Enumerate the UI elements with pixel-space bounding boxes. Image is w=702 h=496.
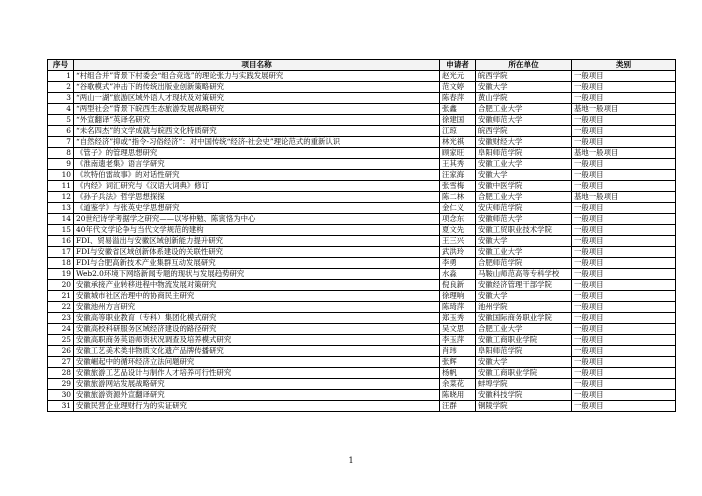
cell-title: 安徽旅游网站发展战略研究 (74, 379, 440, 390)
cell-applicant: 顾家旺 (440, 148, 476, 159)
cell-applicant: 陈二林 (440, 192, 476, 203)
cell-no: 22 (48, 302, 74, 313)
cell-unit: 安徽大学 (476, 357, 572, 368)
cell-applicant: 项念东 (440, 214, 476, 225)
cell-no: 10 (48, 170, 74, 181)
cell-category: 一般项目 (572, 280, 676, 291)
cell-applicant: 徐理响 (440, 291, 476, 302)
cell-applicant: 郑玉秀 (440, 313, 476, 324)
cell-unit: 安徽科技学院 (476, 390, 572, 401)
cell-unit: 合肥工业大学 (476, 192, 572, 203)
cell-applicant: 徐建国 (440, 115, 476, 126)
table-row (48, 225, 676, 236)
cell-title: 安徽民营企业理财行为的实证研究 (74, 401, 440, 412)
cell-category: 基地一般项目 (572, 192, 676, 203)
cell-no: 21 (48, 291, 74, 302)
cell-no: 15 (48, 225, 74, 236)
cell-category: 一般项目 (572, 379, 676, 390)
cell-applicant: 陈春萍 (440, 93, 476, 104)
table-row (48, 192, 676, 203)
table-row (48, 269, 676, 280)
cell-no: 18 (48, 258, 74, 269)
table-row (48, 390, 676, 401)
table-row (48, 335, 676, 346)
cell-category: 基地一般项目 (572, 104, 676, 115)
cell-title: “自然经济”抑或“指令-习俗经济”：对中国传统“经济-社会史”理论范式的重新认识 (74, 137, 440, 148)
cell-category: 一般项目 (572, 313, 676, 324)
cell-category: 一般项目 (572, 390, 676, 401)
header-no: 序号 (48, 60, 74, 71)
cell-title: 《道鉴学》与张英史学思想研究 (74, 203, 440, 214)
cell-title: “两型社会”背景下皖西生态旅游发展战略研究 (74, 104, 440, 115)
cell-applicant: 张雪梅 (440, 181, 476, 192)
cell-title: 《淮南遗老集》语言学研究 (74, 159, 440, 170)
cell-category: 一般项目 (572, 159, 676, 170)
table-body (48, 71, 676, 412)
table-row (48, 148, 676, 159)
cell-category: 一般项目 (572, 247, 676, 258)
table-row (48, 346, 676, 357)
cell-applicant: 吴文思 (440, 324, 476, 335)
cell-no: 16 (48, 236, 74, 247)
cell-category: 一般项目 (572, 291, 676, 302)
cell-applicant: 王三兴 (440, 236, 476, 247)
cell-title: FDI与安徽省区域创新体系建设的关联性研究 (74, 247, 440, 258)
table-row (48, 236, 676, 247)
cell-category: 一般项目 (572, 236, 676, 247)
cell-unit: 马鞍山师范高等专科学校 (476, 269, 572, 280)
cell-title: 安徽高校科研服务区域经济建设的路径研究 (74, 324, 440, 335)
cell-title: 40年代文学论争与当代文学规范的建构 (74, 225, 440, 236)
cell-applicant: 金仁义 (440, 203, 476, 214)
cell-applicant: 张辉 (440, 357, 476, 368)
cell-no: 30 (48, 390, 74, 401)
table-row (48, 280, 676, 291)
table-row (48, 126, 676, 137)
cell-title: 安徽城市社区治理中的协商民主研究 (74, 291, 440, 302)
cell-category: 一般项目 (572, 324, 676, 335)
cell-category: 一般项目 (572, 203, 676, 214)
cell-applicant: 余菜花 (440, 379, 476, 390)
table-row (48, 71, 676, 82)
cell-no: 7 (48, 137, 74, 148)
header-row (48, 60, 676, 71)
cell-no: 12 (48, 192, 74, 203)
cell-unit: 皖西学院 (476, 71, 572, 82)
cell-unit: 皖西学院 (476, 126, 572, 137)
table-row (48, 82, 676, 93)
table-row (48, 203, 676, 214)
cell-category: 一般项目 (572, 401, 676, 412)
cell-no: 27 (48, 357, 74, 368)
cell-no: 25 (48, 335, 74, 346)
cell-unit: 阜阳师范学院 (476, 346, 572, 357)
cell-unit: 安徽经济管理干部学院 (476, 280, 572, 291)
cell-applicant: 肖玮 (440, 346, 476, 357)
cell-no: 23 (48, 313, 74, 324)
cell-applicant: 武洪玲 (440, 247, 476, 258)
cell-no: 31 (48, 401, 74, 412)
cell-applicant: 倪良新 (440, 280, 476, 291)
cell-applicant: 赵光元 (440, 71, 476, 82)
cell-applicant: 江琼 (440, 126, 476, 137)
cell-no: 14 (48, 214, 74, 225)
project-table (47, 59, 676, 412)
page-number: 1 (348, 456, 354, 465)
cell-title: 安徽工艺美术类非物质文化遗产品牌传播研究 (74, 346, 440, 357)
cell-no: 5 (48, 115, 74, 126)
cell-no: 3 (48, 93, 74, 104)
cell-category: 基地一般项目 (572, 148, 676, 159)
cell-unit: 安徽工业大学 (476, 159, 572, 170)
table-row (48, 214, 676, 225)
table-row (48, 357, 676, 368)
cell-title: 安徽承接产业转移进程中物流发展对策研究 (74, 280, 440, 291)
cell-no: 6 (48, 126, 74, 137)
cell-category: 一般项目 (572, 357, 676, 368)
cell-category: 一般项目 (572, 368, 676, 379)
cell-unit: 铜陵学院 (476, 401, 572, 412)
cell-title: 安徽高职商务英语师资状况调查及培养模式研究 (74, 335, 440, 346)
cell-applicant: 张鑫 (440, 104, 476, 115)
cell-title: 安徽旅游资源外宣翻译研究 (74, 390, 440, 401)
cell-no: 1 (48, 71, 74, 82)
table-row (48, 115, 676, 126)
cell-unit: 安徽大学 (476, 82, 572, 93)
cell-category: 一般项目 (572, 346, 676, 357)
cell-title: “村组合并”背景下村委会“组合竞选”的理论张力与实践发展研究 (74, 71, 440, 82)
cell-title: 安徽崛起中的循环经济立法问题研究 (74, 357, 440, 368)
table-row (48, 247, 676, 258)
cell-no: 26 (48, 346, 74, 357)
cell-applicant: 范文婷 (440, 82, 476, 93)
cell-category: 一般项目 (572, 170, 676, 181)
table-row (48, 170, 676, 181)
table-row (48, 181, 676, 192)
cell-applicant: 李勇 (440, 258, 476, 269)
cell-title: Web2.0环境下网络新闻专题的现状与发展趋势研究 (74, 269, 440, 280)
cell-unit: 安徽大学 (476, 170, 572, 181)
cell-title: 安徽池州方言研究 (74, 302, 440, 313)
cell-no: 20 (48, 280, 74, 291)
cell-unit: 合肥工业大学 (476, 104, 572, 115)
cell-unit: 安徽工商职业学院 (476, 335, 572, 346)
cell-no: 4 (48, 104, 74, 115)
cell-applicant: 王其秀 (440, 159, 476, 170)
cell-title: “未名四杰”的文学成就与皖西文化特质研究 (74, 126, 440, 137)
cell-no: 19 (48, 269, 74, 280)
cell-category: 一般项目 (572, 82, 676, 93)
table-row (48, 324, 676, 335)
cell-unit: 安徽中医学院 (476, 181, 572, 192)
cell-title: 安徽旅游工艺品设计与制作人才培养可行性研究 (74, 368, 440, 379)
cell-title: 《孙子兵法》哲学思想探探 (74, 192, 440, 203)
cell-title: FDI、贸易溢出与安徽区域创新能力提升研究 (74, 236, 440, 247)
table-row (48, 302, 676, 313)
cell-applicant: 李玉萍 (440, 335, 476, 346)
cell-unit: 安徽工业大学 (476, 247, 572, 258)
cell-category: 一般项目 (572, 137, 676, 148)
cell-applicant: 林光祺 (440, 137, 476, 148)
cell-unit: 蚌埠学院 (476, 379, 572, 390)
table-row (48, 379, 676, 390)
cell-title: FDI与合肥高新技术产业集群互动发展研究 (74, 258, 440, 269)
cell-unit: 安徽工贸职业技术学院 (476, 225, 572, 236)
cell-applicant: 汪家海 (440, 170, 476, 181)
cell-unit: 黄山学院 (476, 93, 572, 104)
cell-unit: 安徽大学 (476, 236, 572, 247)
cell-unit: 阜阳师范学院 (476, 148, 572, 159)
header-unit: 所在单位 (476, 60, 572, 71)
table-row (48, 401, 676, 412)
cell-unit: 池州学院 (476, 302, 572, 313)
table-row (48, 159, 676, 170)
cell-unit: 合肥工业大学 (476, 324, 572, 335)
cell-category: 一般项目 (572, 71, 676, 82)
header-title: 项目名称 (74, 60, 440, 71)
cell-category: 一般项目 (572, 115, 676, 126)
cell-title: “外宣翻译”英译名研究 (74, 115, 440, 126)
cell-unit: 安徽大学 (476, 291, 572, 302)
cell-category: 一般项目 (572, 302, 676, 313)
cell-category: 一般项目 (572, 269, 676, 280)
cell-unit: 安徽财经大学 (476, 137, 572, 148)
cell-applicant: 杨帆 (440, 368, 476, 379)
table-row (48, 104, 676, 115)
cell-category: 一般项目 (572, 258, 676, 269)
cell-title: 《坎特伯雷故事》的对话性研究 (74, 170, 440, 181)
cell-applicant: 汪群 (440, 401, 476, 412)
cell-unit: 合肥师范学院 (476, 258, 572, 269)
table-row (48, 291, 676, 302)
cell-category: 一般项目 (572, 335, 676, 346)
cell-unit: 安徽工商职业学院 (476, 368, 572, 379)
cell-category: 一般项目 (572, 214, 676, 225)
cell-applicant: 夏文先 (440, 225, 476, 236)
cell-no: 28 (48, 368, 74, 379)
cell-no: 17 (48, 247, 74, 258)
cell-applicant: 陈琦萍 (440, 302, 476, 313)
cell-title: 20世纪诗学考据学之研究——以岑仲勉、陈寅恪为中心 (74, 214, 440, 225)
cell-unit: 安徽国际商务职业学院 (476, 313, 572, 324)
cell-no: 29 (48, 379, 74, 390)
table-row (48, 93, 676, 104)
cell-applicant: 水淼 (440, 269, 476, 280)
cell-unit: 安徽师范大学 (476, 115, 572, 126)
cell-category: 一般项目 (572, 225, 676, 236)
table-row (48, 258, 676, 269)
cell-no: 13 (48, 203, 74, 214)
cell-unit: 安庆师范学院 (476, 203, 572, 214)
cell-no: 24 (48, 324, 74, 335)
cell-applicant: 陈晓用 (440, 390, 476, 401)
table-row (48, 313, 676, 324)
cell-title: “谷歌模式”冲击下的传统出版业创新策略研究 (74, 82, 440, 93)
cell-title: 安徽高等职业教育（专科）集团化模式研究 (74, 313, 440, 324)
cell-title: 《管子》的管理思想研究 (74, 148, 440, 159)
cell-title: 《内经》词汇研究与《汉语大词典》修订 (74, 181, 440, 192)
cell-category: 一般项目 (572, 181, 676, 192)
table-row (48, 137, 676, 148)
cell-category: 一般项目 (572, 126, 676, 137)
header-category: 类别 (572, 60, 676, 71)
cell-no: 9 (48, 159, 74, 170)
table-row (48, 368, 676, 379)
cell-no: 8 (48, 148, 74, 159)
header-applicant: 申请者 (440, 60, 476, 71)
cell-no: 11 (48, 181, 74, 192)
cell-no: 2 (48, 82, 74, 93)
cell-unit: 安徽师范大学 (476, 214, 572, 225)
cell-category: 一般项目 (572, 93, 676, 104)
cell-title: “两山一湖”旅游区域外语人才现状及对策研究 (74, 93, 440, 104)
